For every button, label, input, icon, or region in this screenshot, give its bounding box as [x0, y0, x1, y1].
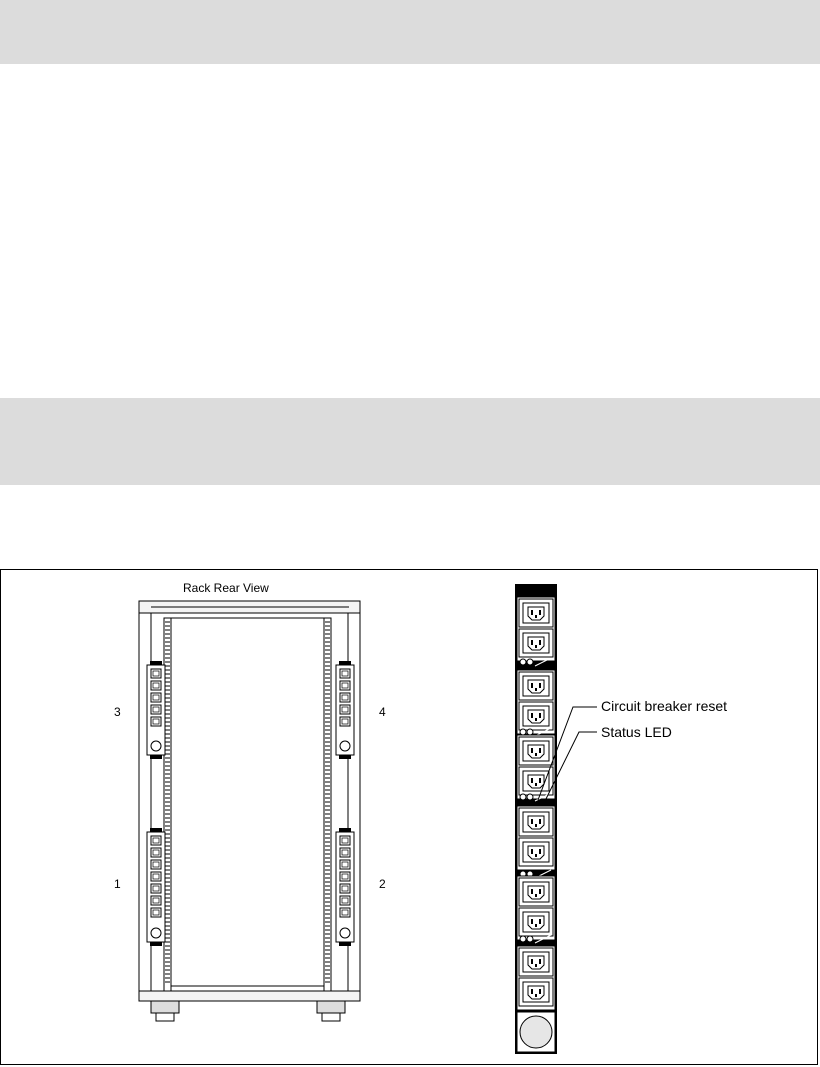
circuit-breaker-reset-label: Circuit breaker reset [601, 698, 728, 714]
pdu-outlet [519, 599, 553, 627]
pdu-outlet [519, 908, 553, 936]
pdu-outlet [519, 978, 553, 1006]
pdu-outlet [519, 629, 553, 657]
rack-pdu-outlet [151, 896, 161, 905]
pdu-outlet [519, 767, 553, 795]
pdu-position-4: 4 [379, 705, 386, 719]
figure-svg [1, 570, 819, 1066]
rack-pdu-outlet [340, 836, 350, 845]
rack-pdu-outlet [151, 884, 161, 893]
pdu-position-1: 1 [114, 877, 121, 891]
rack-pdu-outlet [340, 717, 350, 726]
rack-pdu-outlet [340, 884, 350, 893]
rack-pdu-outlet [151, 681, 161, 690]
rack-pdu-outlet [151, 872, 161, 881]
pdu-outlet [519, 948, 553, 976]
pdu-outlet [519, 878, 553, 906]
rack-pdu-outlet [340, 896, 350, 905]
rack-pdu-outlet [340, 681, 350, 690]
status-led-label: Status LED [601, 724, 672, 740]
pdu-position-3: 3 [114, 705, 121, 719]
rack-pdu-inlet [151, 741, 161, 751]
rack-pdu-3 [147, 661, 165, 759]
rack-pdu-inlet [151, 928, 161, 938]
rack-pdu-outlet [340, 908, 350, 917]
pdu-outlet [519, 672, 553, 700]
rack-pdu-2 [336, 828, 354, 946]
pdu-outlet [519, 808, 553, 836]
rack-pdu-outlet [151, 693, 161, 702]
pdu-power-inlet [517, 1012, 555, 1052]
rack-pdu-outlet [151, 848, 161, 857]
rack-pdu-outlet [151, 669, 161, 678]
pdu-detail-view [515, 584, 557, 1054]
rack-pdu-outlet [151, 717, 161, 726]
section-band [0, 398, 820, 485]
rack-pdu-outlet [151, 908, 161, 917]
rack-pdu-figure [0, 569, 818, 1065]
rack-pdu-1 [147, 828, 165, 946]
rack-pdu-outlet [340, 860, 350, 869]
pdu-position-2: 2 [379, 877, 386, 891]
rack-pdu-inlet [340, 928, 350, 938]
rack-pdu-outlet [151, 836, 161, 845]
rack-pdu-outlet [151, 705, 161, 714]
rack-pdu-4 [336, 661, 354, 759]
header-band [0, 0, 820, 64]
pdu-outlet [519, 737, 553, 765]
rack-pdu-outlet [151, 860, 161, 869]
rack-title: Rack Rear View [183, 581, 269, 595]
rack-pdu-outlet [340, 872, 350, 881]
rack-rail-holes [165, 622, 330, 982]
pdu-outlet [519, 838, 553, 866]
rack-pdu-outlet [340, 669, 350, 678]
pdu-outlet [519, 702, 553, 730]
rack-pdus [147, 661, 354, 946]
rack-pdu-inlet [340, 741, 350, 751]
rack-pdu-outlet [340, 848, 350, 857]
rack-pdu-outlet [340, 693, 350, 702]
rack-pdu-outlet [340, 705, 350, 714]
